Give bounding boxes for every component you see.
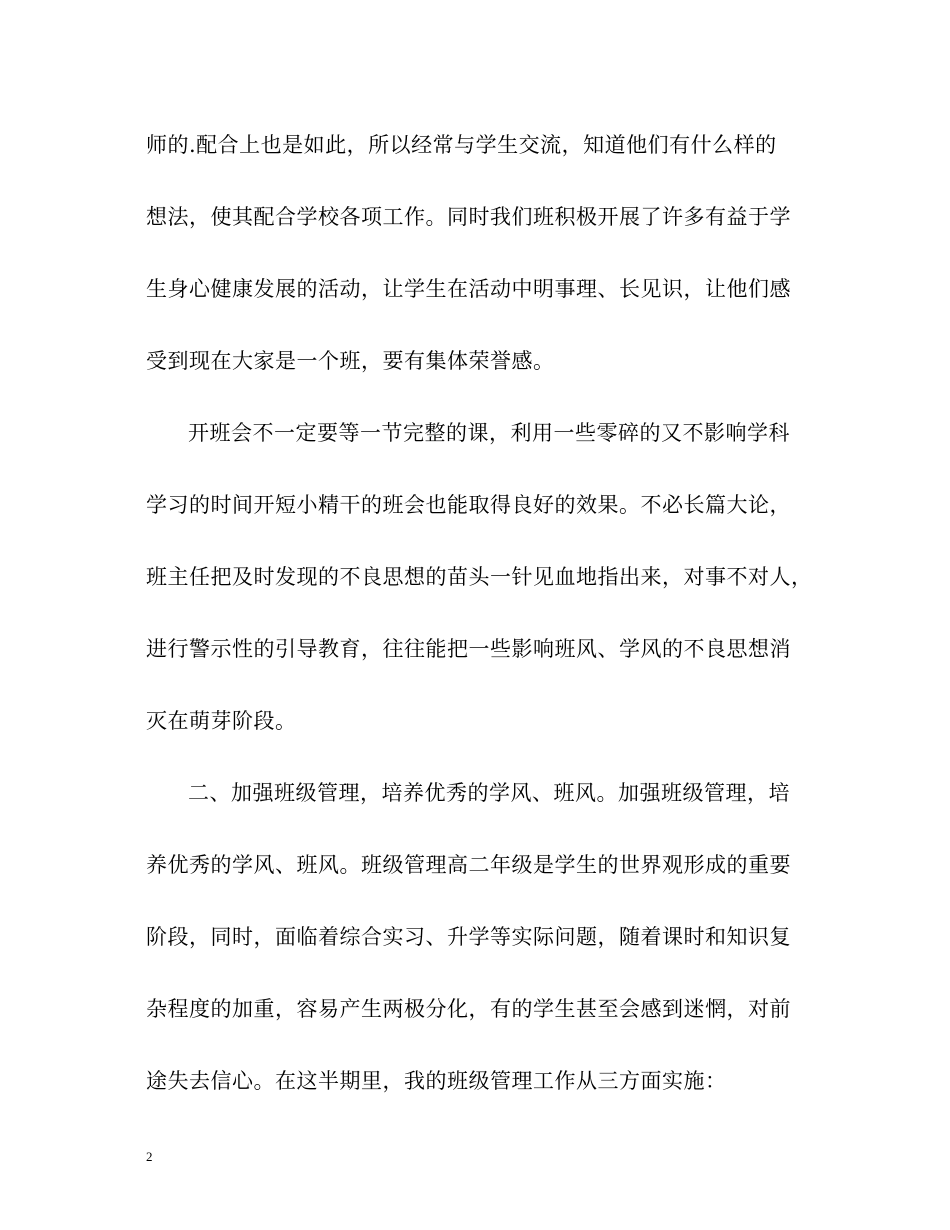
text-line: 阶段，同时，面临着综合实习、升学等实际问题，随着课时和知识复 — [146, 925, 791, 949]
text-line: 进行警示性的引导教育，往往能把一些影响班风、学风的不良思想消 — [146, 637, 791, 661]
paragraph-first-line: 开班会不一定要等一节完整的课，利用一些零碎的又不影响学科 — [188, 421, 790, 445]
paragraph-first-line: 二、加强班级管理，培养优秀的学风、班风。加强班级管理，培 — [188, 781, 790, 805]
text-line: 班主任把及时发现的不良思想的苗头一针见血地指出来，对事不对人， — [146, 565, 813, 589]
page-number: 2 — [146, 1149, 153, 1164]
text-line: 想法，使其配合学校各项工作。同时我们班积极开展了许多有益于学 — [146, 205, 791, 229]
text-line: 学习的时间开短小精干的班会也能取得良好的效果。不必长篇大论， — [146, 493, 791, 517]
text-line: 灭在萌芽阶段。 — [146, 709, 297, 733]
text-line: 师的.配合上也是如此，所以经常与学生交流，知道他们有什么样的 — [146, 133, 777, 157]
text-line: 途失去信心。在这半期里，我的班级管理工作从三方面实施： — [146, 1069, 727, 1093]
text-line: 养优秀的学风、班风。班级管理高二年级是学生的世界观形成的重要 — [146, 853, 791, 877]
text-line: 受到现在大家是一个班，要有集体荣誉感。 — [146, 349, 555, 373]
text-line: 生身心健康发展的活动，让学生在活动中明事理、长见识，让他们感 — [146, 277, 791, 301]
text-line: 杂程度的加重，容易产生两极分化，有的学生甚至会感到迷惘，对前 — [146, 997, 791, 1021]
